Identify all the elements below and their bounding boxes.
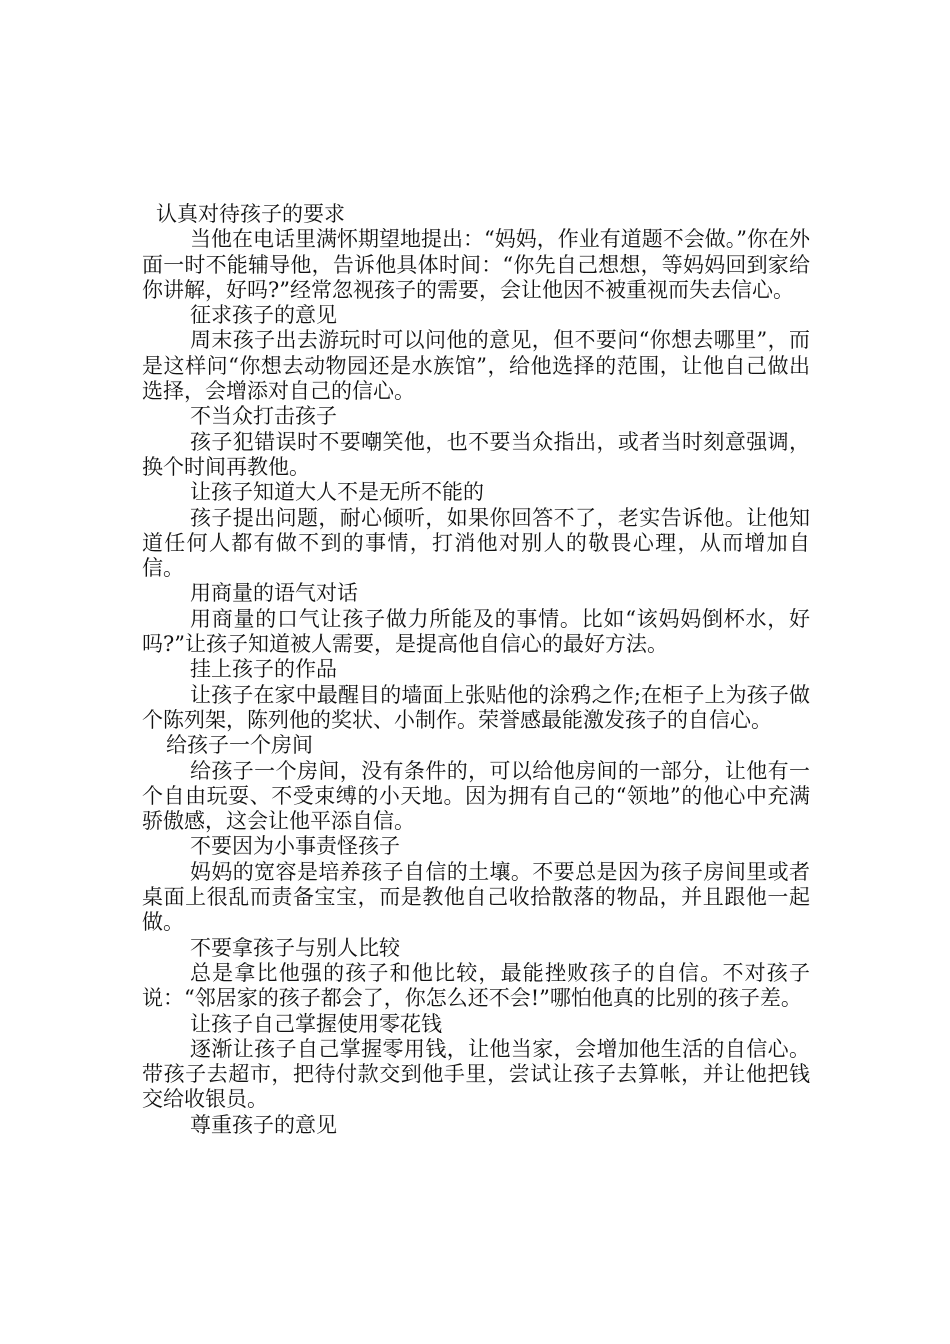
section-heading: 不要因为小事责怪孩子 <box>190 834 400 859</box>
section-paragraph: 给孩子一个房间，没有条件的，可以给他房间的一部分，让他有一个自由玩耍、不受束缚的小天地。因为拥有自己的“领地”的他心中充满骄傲感，这会让他平添自信。 <box>142 758 810 834</box>
section-paragraph: 当他在电话里满怀期望地提出：“妈妈，作业有道题不会做。”你在外面一时不能辅导他，告诉他具体时间：“你先自己想想，等妈妈回到家给你讲解，好吗?”经常忽视孩子的需要，会让他因不被重视而失去信心。 <box>142 227 810 302</box>
section-paragraph: 逐渐让孩子自己掌握零用钱，让他当家，会增加他生活的自信心。带孩子去超市，把待付款交到他手里，尝试让孩子去算帐，并让他把钱交给收银员。 <box>142 1036 810 1112</box>
section-heading: 给孩子一个房间 <box>166 733 313 758</box>
section-heading: 用商量的语气对话 <box>190 581 358 606</box>
document-body <box>142 202 810 1138</box>
section-paragraph: 让孩子在家中最醒目的墙面上张贴他的涂鸦之作;在柜子上为孩子做个陈列架，陈列他的奖状、小制作。荣誉感最能激发孩子的自信心。 <box>142 682 810 732</box>
section-heading: 让孩子知道大人不是无所不能的 <box>190 480 484 505</box>
section-paragraph: 妈妈的宽容是培养孩子自信的土壤。不要总是因为孩子房间里或者桌面上很乱而责备宝宝，而是教他自己收拾散落的物品，并且跟他一起做。 <box>142 859 810 935</box>
section-paragraph: 孩子犯错误时不要嘲笑他，也不要当众指出，或者当时刻意强调，换个时间再教他。 <box>142 429 810 479</box>
section-heading: 认真对待孩子的要求 <box>156 202 345 226</box>
section-paragraph: 总是拿比他强的孩子和他比较，最能挫败孩子的自信。不对孩子说：“邻居家的孩子都会了，你怎么还不会!”哪怕他真的比别的孩子差。 <box>142 960 810 1011</box>
section-heading: 不要拿孩子与别人比较 <box>190 935 400 960</box>
section-heading: 尊重孩子的意见 <box>190 1112 337 1137</box>
section-heading: 挂上孩子的作品 <box>190 657 337 682</box>
section-paragraph: 用商量的口气让孩子做力所能及的事情。比如“该妈妈倒杯水，好吗?”让孩子知道被人需要，是提高他自信心的最好方法。 <box>142 606 810 657</box>
section-paragraph: 孩子提出问题，耐心倾听，如果你回答不了，老实告诉他。让他知道任何人都有做不到的事情，打消他对别人的敬畏心理，从而增加自信。 <box>142 505 810 581</box>
section-paragraph: 周末孩子出去游玩时可以问他的意见，但不要问“你想去哪里”，而是这样问“你想去动物园还是水族馆”，给他选择的范围，让他自己做出选择，会增添对自己的信心。 <box>142 328 810 404</box>
section-heading: 不当众打击孩子 <box>190 404 337 429</box>
section-heading: 让孩子自己掌握使用零花钱 <box>190 1011 442 1036</box>
section-heading: 征求孩子的意见 <box>190 303 337 328</box>
